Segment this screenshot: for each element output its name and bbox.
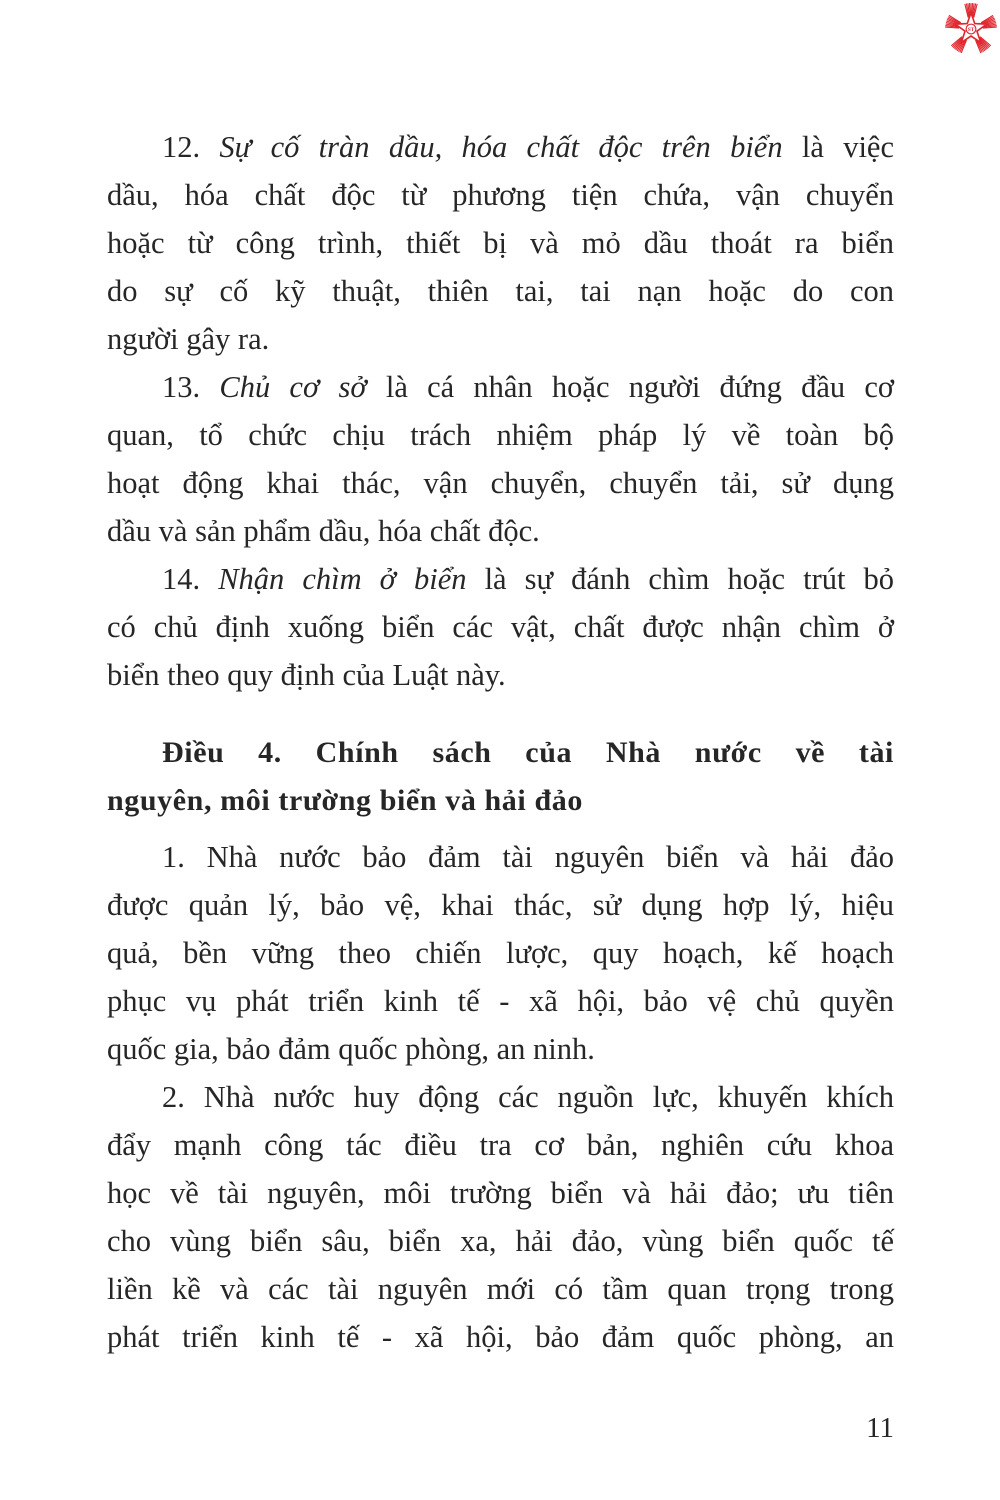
star-logo-icon [944,2,998,56]
text-line [162,363,894,411]
defined-term: Sự cố tràn dầu, hóa chất độc trên biển [219,130,783,164]
text-segment: phát triển kinh tế - xã hội, bảo đảm quốc phòng, an [107,1320,894,1354]
page-number: 11 [866,1412,894,1444]
text-segment: quốc gia, bảo đảm quốc phòng, an ninh. [107,1032,595,1066]
svg-text:ST: ST [967,27,975,34]
text-line [107,977,894,1025]
text-segment: dầu, hóa chất độc từ phương tiện chứa, vận chuyển [107,178,894,212]
text-segment: là sự đánh chìm hoặc trút bỏ [466,562,894,596]
text-line [107,1025,894,1073]
text-segment: do sự cố kỹ thuật, thiên tai, tai nạn hoặc do con [107,274,894,308]
text-line [107,1121,894,1169]
text-segment: nguyên, môi trường biển và hải đảo [107,784,583,817]
text-line [162,123,894,171]
text-segment: người gây ra. [107,322,270,356]
text-segment: hoạt động khai thác, vận chuyển, chuyển tải, sử dụng [107,466,894,500]
text-line [107,267,894,315]
text-segment: quả, bền vững theo chiến lược, quy hoạch, kế hoạch [107,936,894,970]
text-line [162,729,894,777]
text-line [107,171,894,219]
text-segment: là việc [782,130,894,164]
text-line [107,1313,894,1361]
text-line [107,603,894,651]
text-line [107,777,894,825]
text-segment: 13. [162,370,220,404]
text-segment: liền kề và các tài nguyên mới có tầm quan trọng trong [107,1272,894,1306]
text-line [162,555,894,603]
text-segment: Điều 4. Chính sách của Nhà nước về tài [162,736,894,769]
text-line [107,459,894,507]
text-segment: được quản lý, bảo vệ, khai thác, sử dụng hợp lý, hiệu [107,888,894,922]
text-segment: đẩy mạnh công tác điều tra cơ bản, nghiên cứu khoa [107,1128,894,1162]
text-line [107,1169,894,1217]
text-segment: hoặc từ công trình, thiết bị và mỏ dầu thoát ra biển [107,226,894,260]
text-line [107,1217,894,1265]
defined-term: Nhận chìm ở biển [218,562,467,596]
text-segment: biển theo quy định của Luật này. [107,658,506,692]
text-segment: 12. [162,130,220,164]
text-segment: học về tài nguyên, môi trường biển và hải đảo; ưu tiên [107,1176,894,1210]
text-segment: 2. Nhà nước huy động các nguồn lực, khuyến khích [162,1080,894,1114]
text-segment: cho vùng biển sâu, biển xa, hải đảo, vùng biển quốc tế [107,1224,894,1258]
text-line [107,881,894,929]
text-line [162,833,894,881]
text-segment: 14. [162,562,219,596]
text-segment: là cá nhân hoặc người đứng đầu cơ [366,370,894,404]
text-line [107,219,894,267]
text-segment: dầu và sản phẩm dầu, hóa chất độc. [107,514,540,548]
text-segment: có chủ định xuống biển các vật, chất được nhận chìm ở [107,610,894,644]
publisher-logo [944,2,998,56]
defined-term: Chủ cơ sở [219,370,367,404]
text-line [162,1073,894,1121]
text-segment: 1. Nhà nước bảo đảm tài nguyên biển và hải đảo [162,840,894,874]
text-segment: quan, tổ chức chịu trách nhiệm pháp lý về toàn bộ [107,418,894,452]
text-line [107,651,894,699]
text-line [107,507,894,555]
text-segment: phục vụ phát triển kinh tế - xã hội, bảo vệ chủ quyền [107,984,894,1018]
text-line [107,1265,894,1313]
text-line [107,929,894,977]
text-line [107,411,894,459]
text-line [107,315,894,363]
